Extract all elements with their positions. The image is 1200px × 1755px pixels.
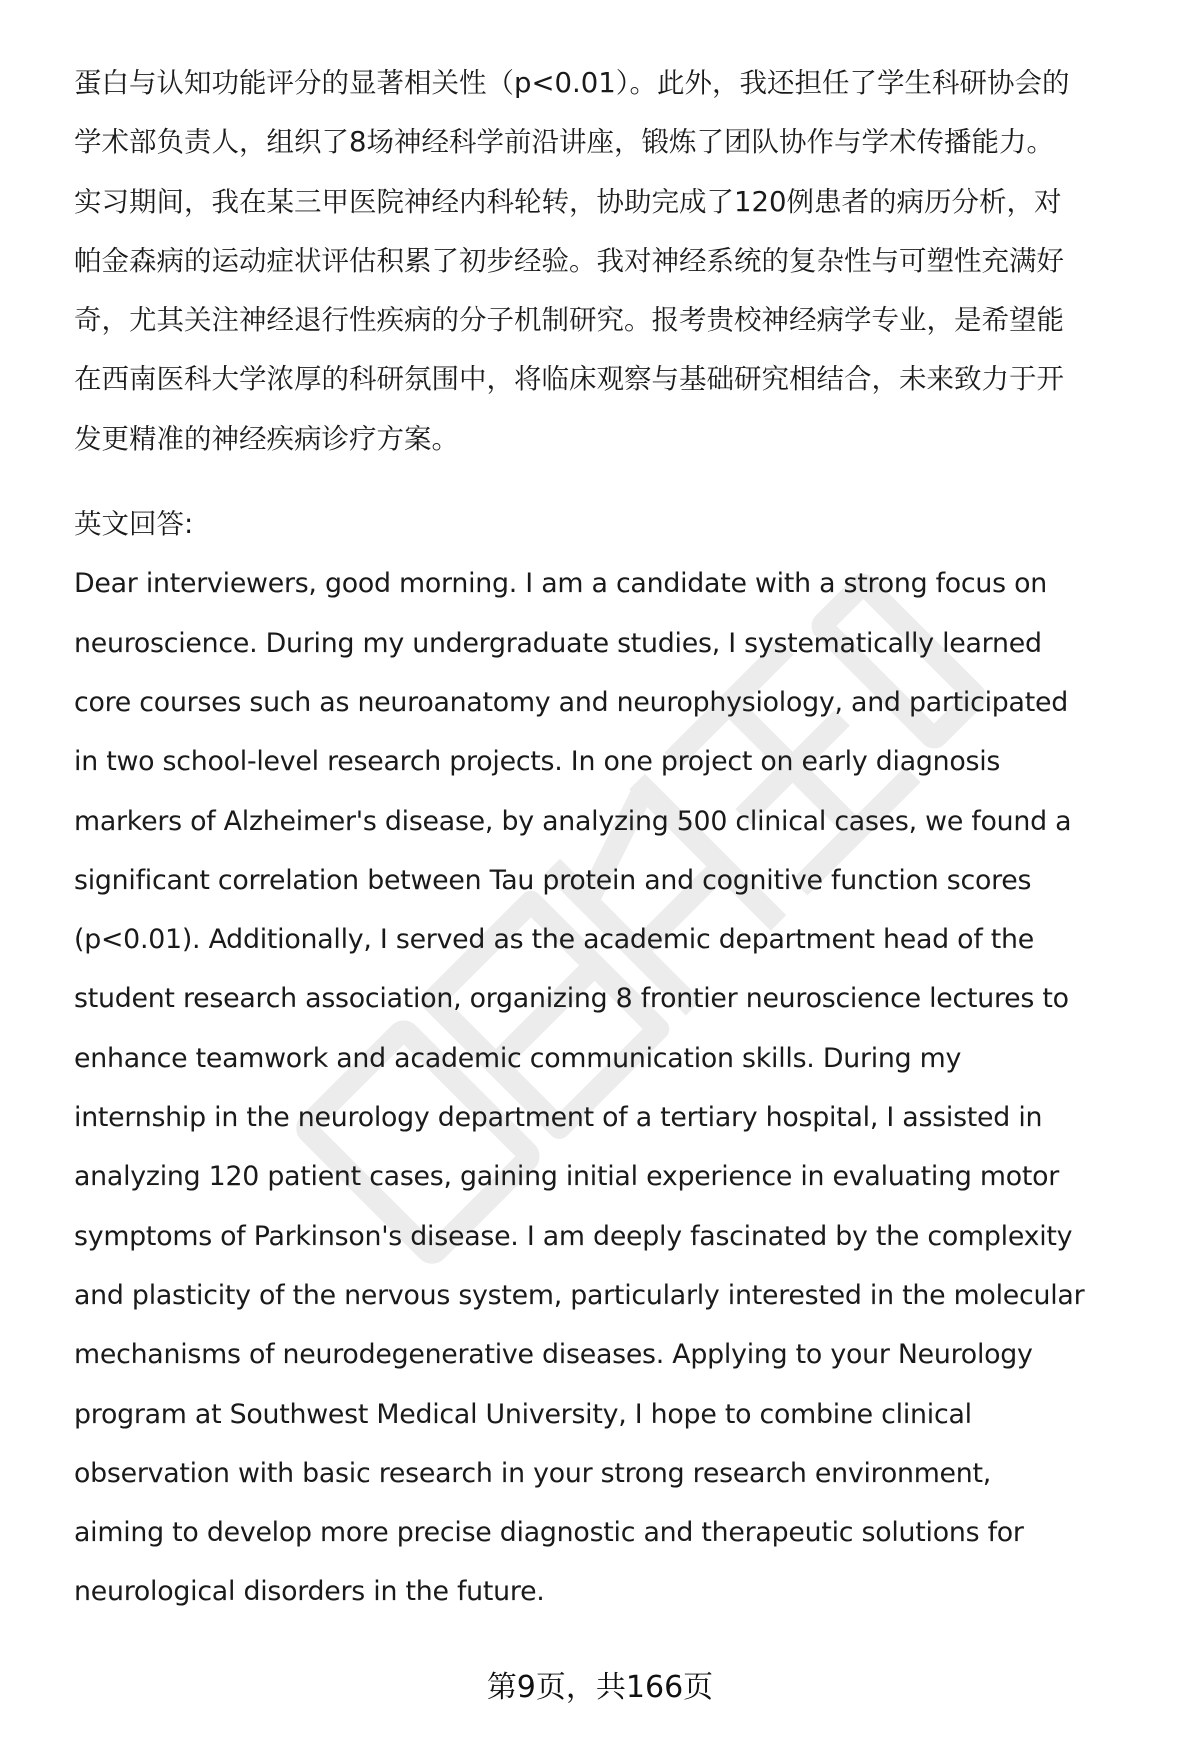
english-line: and plasticity of the nervous system, particularly interested in the molecular bbox=[74, 1279, 1085, 1311]
english-line: mechanisms of neurodegenerative diseases. Applying to your Neurology bbox=[74, 1339, 1033, 1371]
english-line: analyzing 120 patient cases, gaining initial experience in evaluating motor bbox=[74, 1161, 1060, 1193]
english-line: student research association, organizing 8 frontier neuroscience lectures to bbox=[74, 983, 1069, 1015]
page-number-footer: 第9页，共166页 bbox=[486, 1670, 714, 1705]
english-line: enhance teamwork and academic communication skills. During my bbox=[74, 1042, 962, 1074]
english-line: core courses such as neuroanatomy and neurophysiology, and participated bbox=[74, 686, 1068, 718]
document-body bbox=[74, 54, 1150, 1622]
chinese-line: 学术部负责人，组织了8场神经科学前沿讲座，锻炼了团队协作与学术传播能力。 bbox=[74, 126, 1054, 159]
english-line: in two school-level research projects. In one project on early diagnosis bbox=[74, 746, 1001, 778]
english-line: symptoms of Parkinson's disease. I am deeply fascinated by the complexity bbox=[74, 1220, 1073, 1252]
english-line: program at Southwest Medical University, I hope to combine clinical bbox=[74, 1398, 972, 1430]
english-line: internship in the neurology department of a tertiary hospital, I assisted in bbox=[74, 1102, 1043, 1134]
english-line: neuroscience. During my undergraduate studies, I systematically learned bbox=[74, 627, 1042, 659]
english-line: (p<0.01). Additionally, I served as the academic department head of the bbox=[74, 924, 1034, 956]
english-answer-paragraph bbox=[74, 554, 1150, 1621]
english-line: observation with basic research in your strong research environment, bbox=[74, 1457, 992, 1489]
english-line: Dear interviewers, good morning. I am a candidate with a strong focus on bbox=[74, 568, 1048, 600]
chinese-line: 在西南医科大学浓厚的科研氛围中，将临床观察与基础研究相结合，未来致力于开 bbox=[74, 363, 1064, 396]
chinese-line: 实习期间，我在某三甲医院神经内科轮转，协助完成了120例患者的病历分析，对 bbox=[74, 185, 1062, 218]
chinese-line: 发更精准的神经疾病诊疗方案。 bbox=[74, 422, 459, 455]
english-answer-heading: 英文回答: bbox=[74, 508, 194, 541]
chinese-line: 奇，尤其关注神经退行性疾病的分子机制研究。报考贵校神经病学专业，是希望能 bbox=[74, 304, 1064, 337]
chinese-line: 帕金森病的运动症状评估积累了初步经验。我对神经系统的复杂性与可塑性充满好 bbox=[74, 244, 1064, 277]
english-line: markers of Alzheimer's disease, by analyzing 500 clinical cases, we found a bbox=[74, 805, 1072, 837]
chinese-line: 蛋白与认知功能评分的显著相关性（p<0.01）。此外，我还担任了学生科研协会的 bbox=[74, 67, 1070, 99]
english-line: neurological disorders in the future. bbox=[74, 1576, 545, 1608]
english-line: significant correlation between Tau protein and cognitive function scores bbox=[74, 864, 1032, 896]
english-line: aiming to develop more precise diagnostic and therapeutic solutions for bbox=[74, 1517, 1024, 1549]
chinese-answer-paragraph bbox=[74, 54, 1150, 469]
